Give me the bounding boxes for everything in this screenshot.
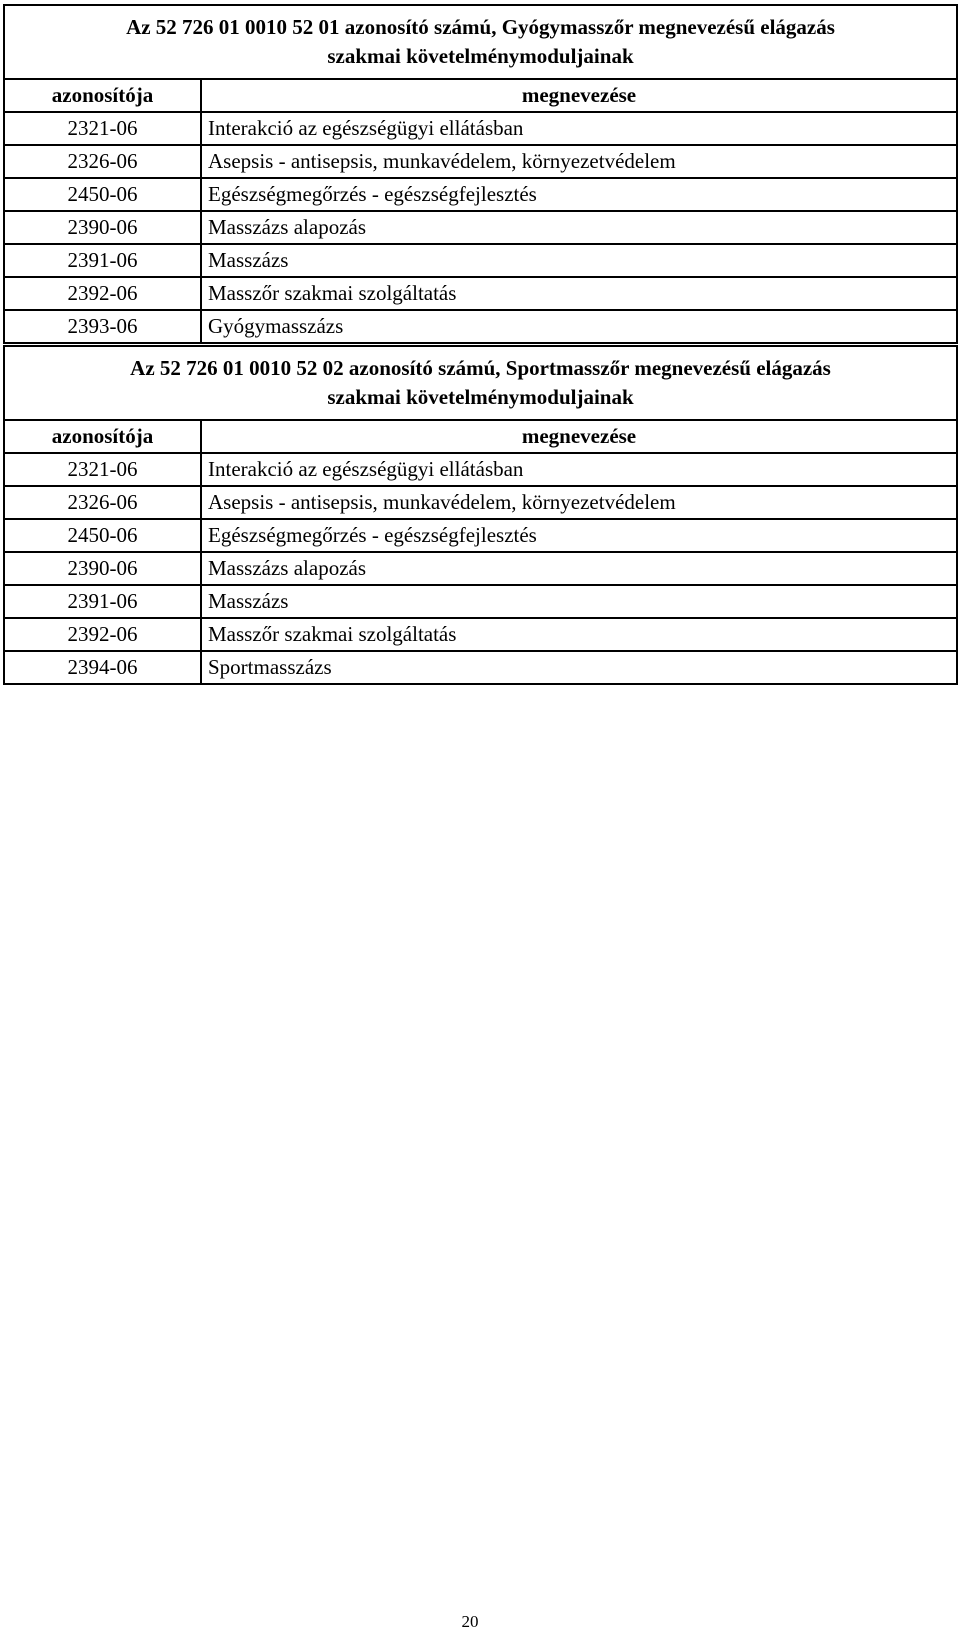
module-name: Masszázs xyxy=(201,244,957,277)
module-id: 2326-06 xyxy=(4,486,201,519)
table-row xyxy=(4,618,957,651)
module-id: 2390-06 xyxy=(4,552,201,585)
module-name: Sportmasszázs xyxy=(201,651,957,684)
module-name: Masszázs xyxy=(201,585,957,618)
table-title-line: Az 52 726 01 0010 52 01 azonosító számú, Gyógymasszőr megnevezésű elágazás xyxy=(126,15,835,39)
column-header-name: megnevezése xyxy=(201,420,957,453)
table-row xyxy=(4,519,957,552)
table-row xyxy=(4,552,957,585)
table-title-row xyxy=(4,346,957,420)
module-id: 2391-06 xyxy=(4,585,201,618)
table-title-row xyxy=(4,5,957,79)
table-header-row xyxy=(4,79,957,112)
table-row xyxy=(4,585,957,618)
module-name: Egészségmegőrzés - egészségfejlesztés xyxy=(201,519,957,552)
module-name: Asepsis - antisepsis, munkavédelem, környezetvédelem xyxy=(201,486,957,519)
table-row xyxy=(4,453,957,486)
module-id: 2394-06 xyxy=(4,651,201,684)
module-table-gyogymasszor xyxy=(3,4,958,344)
table-title-line: szakmai követelménymoduljainak xyxy=(327,385,634,409)
table-title xyxy=(4,5,957,79)
table-header-row xyxy=(4,420,957,453)
table-title xyxy=(4,346,957,420)
module-name: Masszőr szakmai szolgáltatás xyxy=(201,277,957,310)
module-name: Egészségmegőrzés - egészségfejlesztés xyxy=(201,178,957,211)
column-header-id: azonosítója xyxy=(4,79,201,112)
table-row xyxy=(4,244,957,277)
module-name: Masszőr szakmai szolgáltatás xyxy=(201,618,957,651)
table-title-line: Az 52 726 01 0010 52 02 azonosító számú, Sportmasszőr megnevezésű elágazás xyxy=(130,356,831,380)
table-row xyxy=(4,178,957,211)
page-number: 20 xyxy=(461,1612,479,1631)
module-id: 2392-06 xyxy=(4,618,201,651)
module-name: Masszázs alapozás xyxy=(201,552,957,585)
module-name: Interakció az egészségügyi ellátásban xyxy=(201,112,957,145)
table-row xyxy=(4,486,957,519)
module-id: 2450-06 xyxy=(4,519,201,552)
module-name: Gyógymasszázs xyxy=(201,310,957,343)
table-row xyxy=(4,277,957,310)
column-header-id: azonosítója xyxy=(4,420,201,453)
table-title-line: szakmai követelménymoduljainak xyxy=(327,44,634,68)
table-row xyxy=(4,310,957,343)
module-id: 2393-06 xyxy=(4,310,201,343)
module-name: Masszázs alapozás xyxy=(201,211,957,244)
table-row xyxy=(4,112,957,145)
module-id: 2321-06 xyxy=(4,453,201,486)
table-row xyxy=(4,651,957,684)
module-id: 2321-06 xyxy=(4,112,201,145)
table-row xyxy=(4,211,957,244)
table-row xyxy=(4,145,957,178)
module-table-sportmasszor xyxy=(3,345,958,685)
module-id: 2391-06 xyxy=(4,244,201,277)
module-name: Interakció az egészségügyi ellátásban xyxy=(201,453,957,486)
module-id: 2390-06 xyxy=(4,211,201,244)
module-name: Asepsis - antisepsis, munkavédelem, környezetvédelem xyxy=(201,145,957,178)
module-id: 2392-06 xyxy=(4,277,201,310)
module-id: 2326-06 xyxy=(4,145,201,178)
module-id: 2450-06 xyxy=(4,178,201,211)
column-header-name: megnevezése xyxy=(201,79,957,112)
